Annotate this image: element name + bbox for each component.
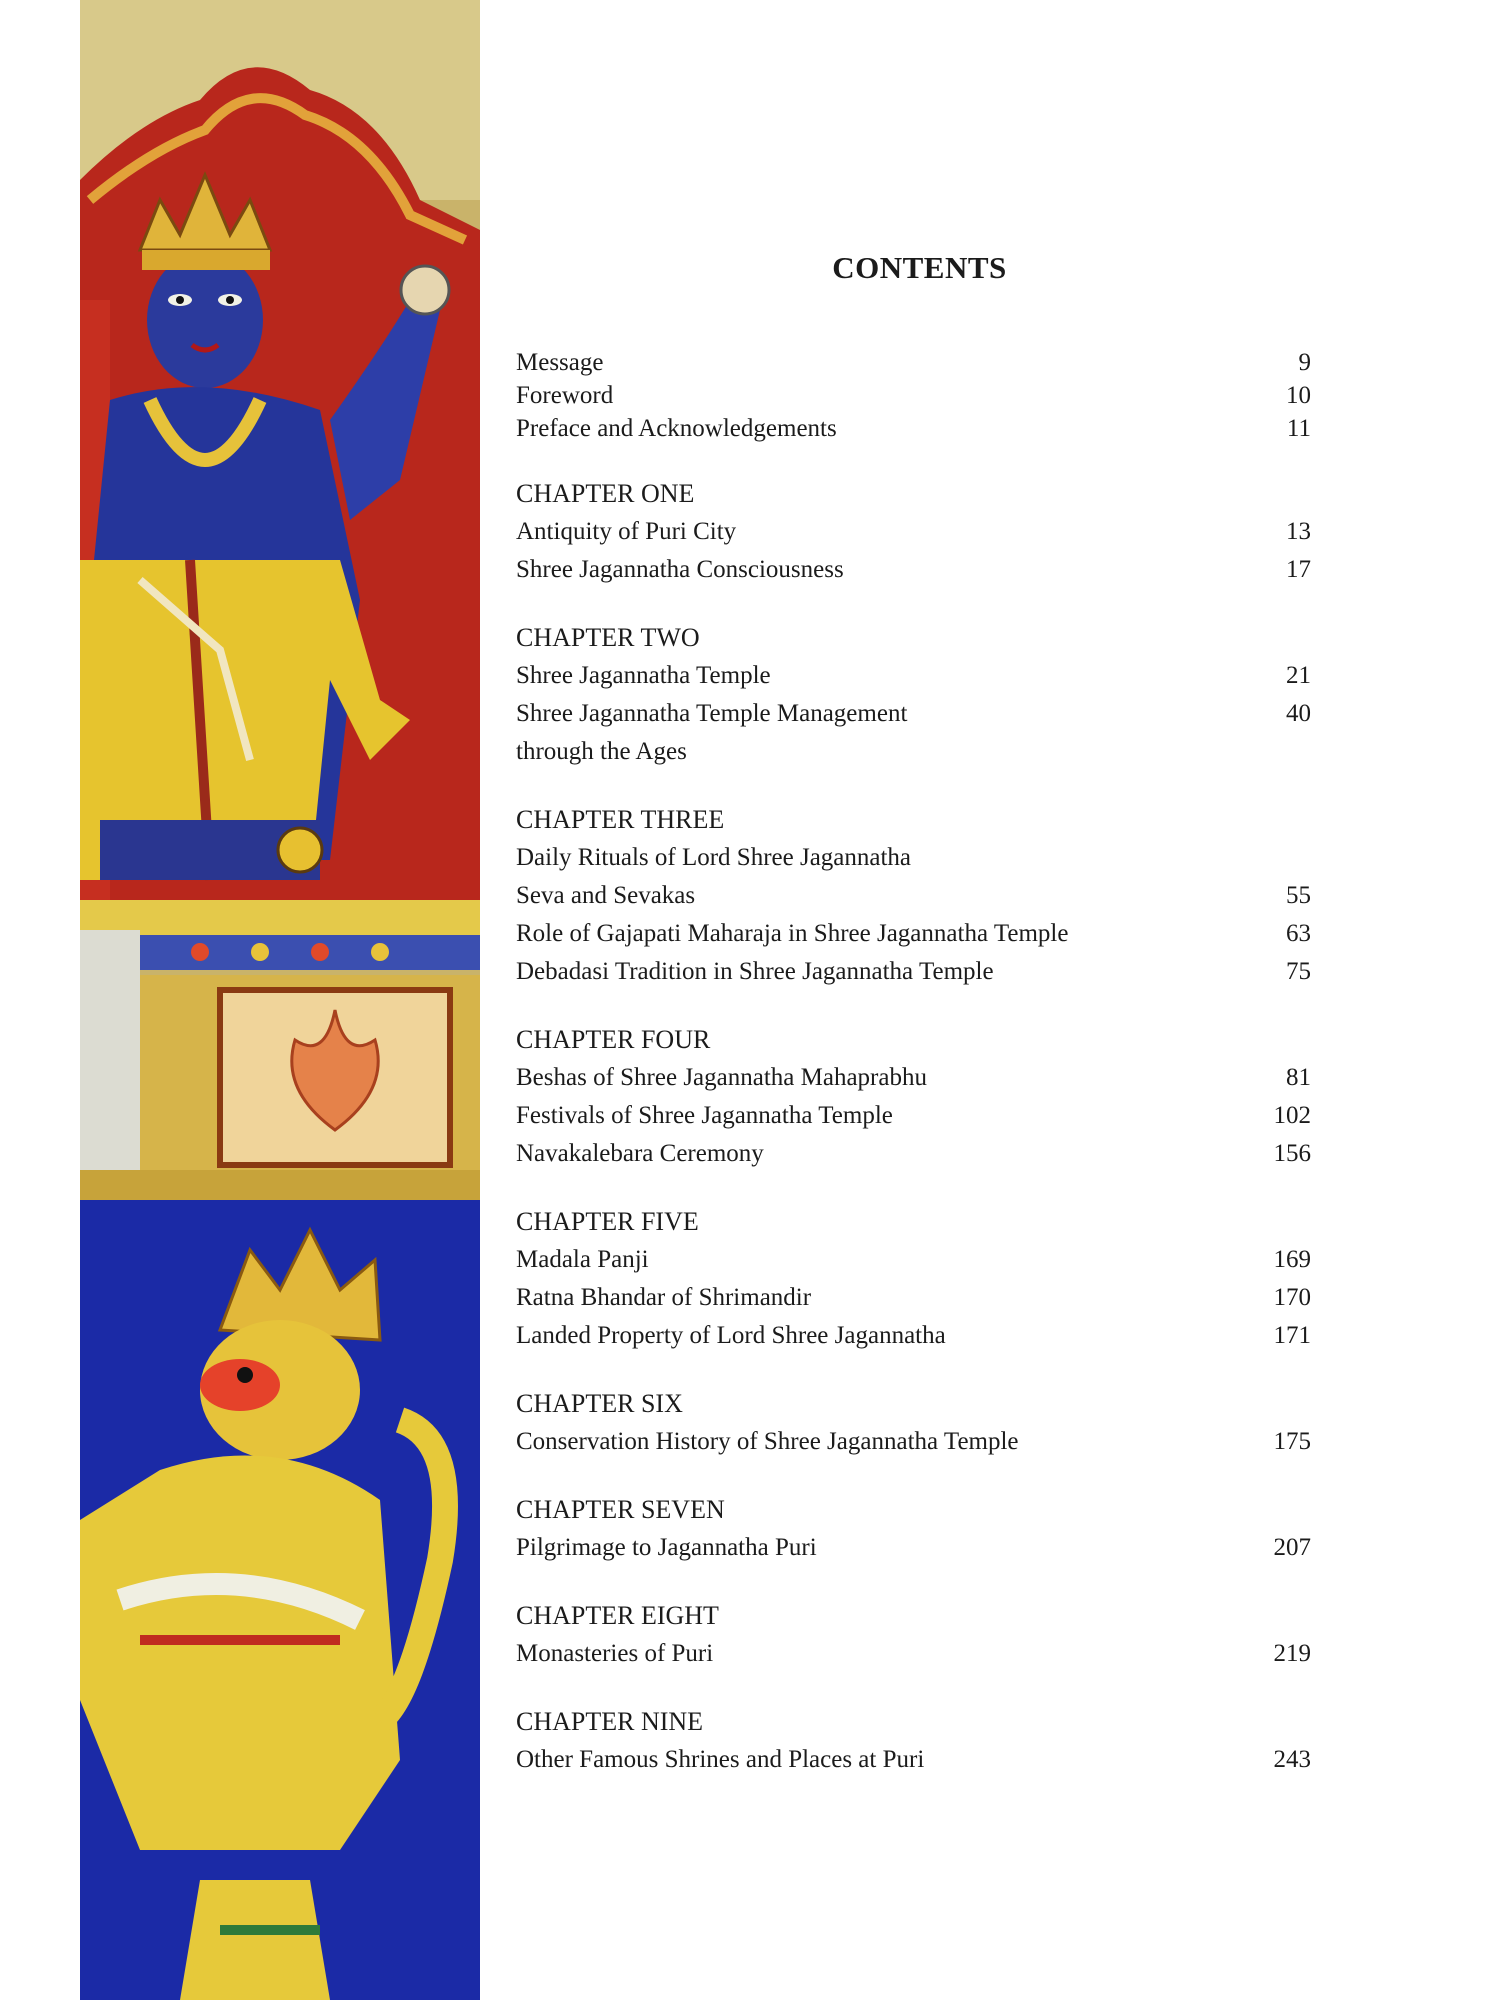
toc-entry[interactable] [516,1423,1311,1461]
chapter-heading: CHAPTER SIX [516,1389,683,1418]
table-of-contents [516,250,1311,1779]
toc-entry-label: through the Ages [516,738,687,765]
front-matter [516,346,1311,445]
chapter-heading: CHAPTER ONE [516,479,695,508]
toc-entry-page: 9 [1298,349,1311,376]
toc-entry[interactable] [516,513,1311,551]
toc-entry-page: 40 [1286,700,1311,727]
toc-entry[interactable] [516,379,1311,412]
toc-entry[interactable] [516,839,1311,877]
toc-entry-label: Festivals of Shree Jagannatha Temple [516,1102,893,1129]
chapter-heading: CHAPTER FOUR [516,1025,711,1054]
toc-entry-label: Landed Property of Lord Shree Jagannatha [516,1322,946,1349]
chapter-heading: CHAPTER TWO [516,623,700,652]
page-title: CONTENTS [832,250,1007,285]
toc-entry-label: Shree Jagannatha Consciousness [516,556,844,583]
toc-entry-page: 17 [1286,556,1311,583]
toc-entry[interactable] [516,1635,1311,1673]
toc-entry-label: Madala Panji [516,1246,649,1273]
toc-entry-page: 171 [1273,1322,1311,1349]
toc-entry[interactable] [516,1741,1311,1779]
toc-entry-page: 21 [1286,662,1311,689]
toc-entry-page: 10 [1286,382,1311,409]
toc-entry-label: Debadasi Tradition in Shree Jagannatha Temple [516,958,994,985]
toc-entry-page: 102 [1273,1102,1311,1129]
toc-entry[interactable] [516,1135,1311,1173]
toc-entry[interactable] [516,877,1311,915]
toc-entry-page: 219 [1273,1640,1311,1667]
toc-entry-label: Message [516,349,604,376]
toc-entry[interactable] [516,346,1311,379]
toc-entry-page: 170 [1273,1284,1311,1311]
chapter-block [516,1491,1311,1567]
toc-entry[interactable] [516,953,1311,991]
toc-entry[interactable] [516,695,1311,733]
toc-entry-page: 55 [1286,882,1311,909]
chapter-heading: CHAPTER SEVEN [516,1495,725,1524]
toc-entry-page: 75 [1286,958,1311,985]
toc-entry-label: Monasteries of Puri [516,1640,714,1667]
toc-entry[interactable] [516,1059,1311,1097]
toc-entry-page: 175 [1273,1428,1311,1455]
side-painting [80,0,480,2000]
chapter-list [516,475,1311,1779]
toc-entry[interactable] [516,657,1311,695]
chapter-block [516,619,1311,771]
toc-entry-label: Navakalebara Ceremony [516,1140,764,1167]
toc-entry-page: 243 [1273,1746,1311,1773]
toc-entry[interactable] [516,551,1311,589]
toc-entry[interactable] [516,1317,1311,1355]
chapter-block [516,801,1311,991]
toc-entry[interactable] [516,733,1311,771]
toc-entry-page: 13 [1286,518,1311,545]
chapter-block [516,1703,1311,1779]
toc-entry-label: Beshas of Shree Jagannatha Mahaprabhu [516,1064,927,1091]
toc-entry-label: Daily Rituals of Lord Shree Jagannatha [516,844,912,871]
toc-entry-page: 156 [1273,1140,1311,1167]
toc-entry-page: 207 [1273,1534,1311,1561]
chapter-heading: CHAPTER THREE [516,805,725,834]
toc-entry-page: 11 [1286,415,1311,442]
toc-entry-label: Preface and Acknowledgements [516,415,837,442]
chapter-block [516,1021,1311,1173]
chapter-heading: CHAPTER EIGHT [516,1601,719,1630]
chapter-block [516,475,1311,589]
toc-entry-page: 63 [1286,920,1311,947]
toc-entry-label: Pilgrimage to Jagannatha Puri [516,1534,817,1561]
toc-entry-label: Seva and Sevakas [516,882,696,909]
toc-entry[interactable] [516,1529,1311,1567]
chapter-heading: CHAPTER NINE [516,1707,704,1736]
toc-entry[interactable] [516,915,1311,953]
toc-entry-label: Shree Jagannatha Temple [516,662,771,689]
toc-entry[interactable] [516,1279,1311,1317]
toc-entry-label: Antiquity of Puri City [516,518,737,545]
chapter-block [516,1385,1311,1461]
deity-head [147,252,263,388]
toc-entry[interactable] [516,1097,1311,1135]
chapter-block [516,1203,1311,1355]
toc-entry-label: Conservation History of Shree Jagannatha Temple [516,1428,1019,1455]
toc-entry-label: Shree Jagannatha Temple Management [516,700,908,727]
toc-entry-label: Ratna Bhandar of Shrimandir [516,1284,812,1311]
toc-entry[interactable] [516,412,1311,445]
toc-entry[interactable] [516,1241,1311,1279]
toc-entry-page: 169 [1273,1246,1311,1273]
toc-entry-label: Role of Gajapati Maharaja in Shree Jagannatha Temple [516,920,1069,947]
toc-entry-page: 81 [1286,1064,1311,1091]
toc-entry-label: Foreword [516,382,614,409]
chapter-block [516,1597,1311,1673]
chapter-heading: CHAPTER FIVE [516,1207,699,1236]
toc-entry-label: Other Famous Shrines and Places at Puri [516,1746,925,1773]
